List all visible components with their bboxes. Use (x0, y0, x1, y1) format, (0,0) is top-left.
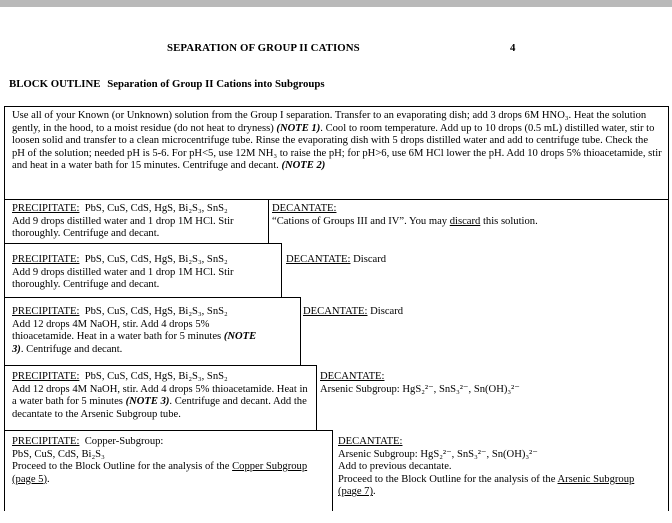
precipitate-formula: PbS, CuS, CdS, HgS, Bi₂S₃, SnS₂ (84, 306, 228, 317)
precipitate-text: Add 12 drops 4M NaOH, stir. Add 4 drops 5% thioacetamide. Heat in a water bath for 5 minutes (12, 383, 308, 408)
precipitate-formula: PbS, CuS, CdS, HgS, Bi₂S₃, SnS₂ (84, 254, 228, 265)
divider (4, 199, 669, 200)
divider (300, 297, 301, 365)
divider (4, 297, 301, 298)
decantate-label: DECANTATE: (320, 371, 385, 382)
precipitate-formula: PbS, CuS, CdS, HgS, Bi₂S₃, SnS₂ (84, 371, 228, 382)
decantate-label: DECANTATE: (338, 436, 403, 447)
divider (4, 430, 333, 431)
step-1-decantate (272, 203, 667, 228)
decantate-text: Discard (353, 254, 387, 265)
precipitate-label: PRECIPITATE: (12, 254, 80, 265)
step-3-decantate (303, 306, 403, 319)
precipitate-text: Add 9 drops distilled water and 1 drop 1M HCl. Stir thoroughly. Centrifuge and decant. (12, 215, 234, 240)
divider (268, 199, 269, 243)
step-2-decantate (286, 254, 386, 267)
decantate-text: Arsenic Subgroup: HgS₂²⁻, SnS₃²⁻, Sn(OH)₃²⁻ (338, 448, 538, 460)
precipitate-formula: PbS, CuS, CdS, HgS, Bi₂S₃, SnS₂ (84, 203, 228, 214)
decantate-text-3: Proceed to the Block Outline for the analysis of the (338, 473, 556, 485)
copper-subgroup-link[interactable]: Copper Subgroup (page 5) (12, 461, 308, 485)
decantate-tail: this solution. (482, 215, 538, 227)
intro-text-1: Use all of your Known (or Unknown) solution from the Group I separation. Transfer to an evaporating dish; add 3 drops 6M HNO₃. Heat the solution gently, in the hood, to a moist residue (do not heat to dryness) (12, 110, 647, 134)
page-title: SEPARATION OF GROUP II CATIONS (167, 42, 360, 54)
divider (4, 243, 282, 244)
decantate-label: DECANTATE: (303, 306, 368, 317)
step-5-precipitate (12, 436, 327, 486)
step-4-decantate (320, 371, 665, 396)
precipitate-text: Proceed to the Block Outline for the analysis of the (12, 461, 230, 473)
block-outline-title: Separation of Group II Cations into Subgroups (107, 78, 325, 90)
divider (281, 243, 282, 297)
precipitate-text: Add 9 drops distilled water and 1 drop 1M HCl. Stir thoroughly. Centrifuge and decant. (12, 266, 234, 291)
top-gray-bar (0, 0, 672, 7)
step-3-precipitate (12, 306, 262, 356)
decantate-label: DECANTATE: (272, 203, 337, 214)
precipitate-label: PRECIPITATE: (12, 436, 80, 447)
intro-paragraph (12, 110, 662, 173)
step-5-decantate (338, 436, 638, 499)
page-number: 4 (510, 42, 516, 54)
step-1-precipitate (12, 203, 264, 241)
decantate-label: DECANTATE: (286, 254, 351, 265)
precipitate-note: (NOTE 3) (12, 331, 257, 355)
precipitate-tail: . Centrifuge and decant. Add the decantate to the Arsenic Subgroup tube. (12, 396, 307, 420)
block-outline-heading (9, 78, 325, 91)
intro-note-2: (NOTE 2) (281, 160, 326, 172)
discard-link[interactable]: discard (449, 215, 481, 227)
precipitate-tail: . Centrifuge and decant. (20, 343, 123, 355)
intro-note-1: (NOTE 1) (276, 122, 321, 134)
intro-text-2: . Cool to room temperature. Add up to 10 drops (0.5 mL) distilled water, stir to loosen solid and transfer to a clean microcentrifuge tube. Rinse the evaporating dish with 5 drops distilled water and add to centrifuge tube. Check the pH of the solution; needed pH is 5-6. For pH<5, use 12M NH₃ to raise the pH; for pH>6, use 6M HCl lower the pH. Add 10 drops 5% thioacetamide, stir and heat in a water bath for 15 minutes. Centrifuge and decant. (12, 122, 662, 172)
step-4-precipitate (12, 371, 312, 421)
arsenic-subgroup-link[interactable]: Arsenic Subgroup (page 7) (338, 473, 635, 498)
decantate-text: Arsenic Subgroup: HgS₂²⁻, SnS₃²⁻, Sn(OH)₃²⁻ (320, 383, 520, 395)
decantate-text: “Cations of Groups III and IV”. You may (272, 215, 448, 227)
decantate-text: Discard (370, 306, 404, 317)
precipitate-note: (NOTE 3) (125, 396, 170, 408)
precipitate-title: Copper-Subgroup: (84, 436, 164, 447)
precipitate-tail: . (47, 473, 50, 485)
divider (4, 365, 317, 366)
step-2-precipitate (12, 254, 274, 292)
decantate-tail: . (373, 486, 376, 498)
block-outline-lead: BLOCK OUTLINE (9, 78, 101, 90)
precipitate-text: Add 12 drops 4M NaOH, stir. Add 4 drops 5% thioacetamide. Heat in a water bath for 5 minutes (12, 318, 222, 343)
precipitate-formula: PbS, CuS, CdS, Bi₂S₃ (12, 448, 105, 460)
precipitate-label: PRECIPITATE: (12, 306, 80, 317)
divider (332, 430, 333, 511)
divider (316, 365, 317, 430)
precipitate-label: PRECIPITATE: (12, 371, 80, 382)
precipitate-label: PRECIPITATE: (12, 203, 80, 214)
decantate-text-2: Add to previous decantate. (338, 461, 452, 473)
